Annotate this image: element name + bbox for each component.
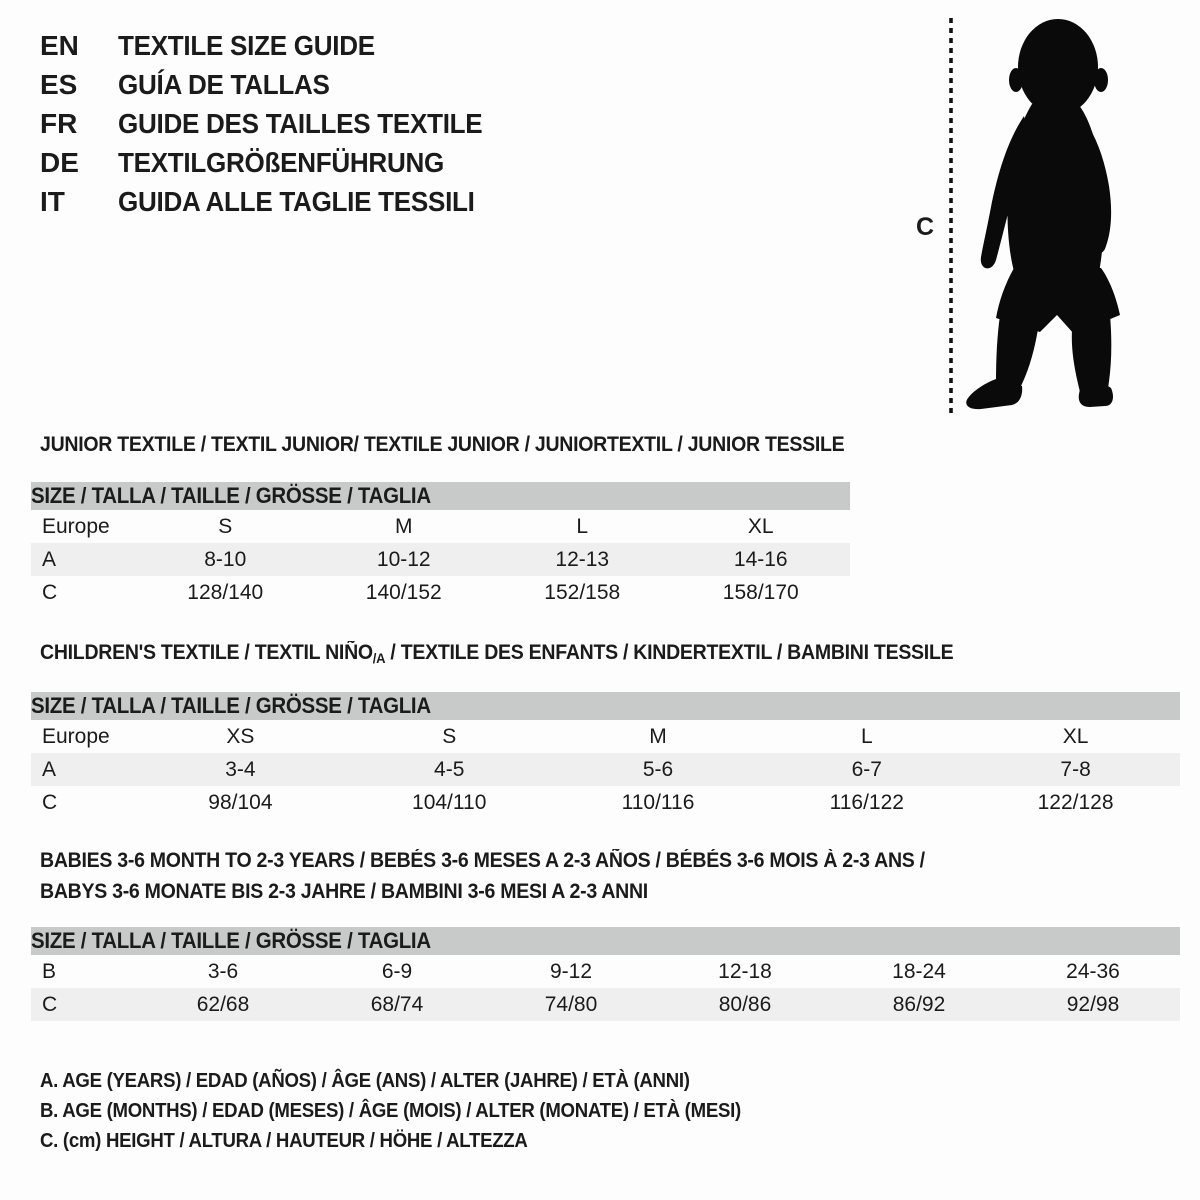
size-cell: L: [860, 724, 873, 748]
table-row-age: [31, 753, 1180, 786]
size-header-bar: [31, 927, 1180, 955]
size-header-row: [31, 692, 1180, 720]
language-code: ES: [40, 69, 78, 100]
row-label: C: [42, 580, 58, 604]
size-cell: 98/104: [208, 790, 273, 814]
children-size-table: [31, 692, 1180, 819]
size-cell: 3-6: [207, 959, 239, 983]
size-cell: 152/158: [544, 580, 621, 604]
size-cell: 122/128: [1037, 790, 1114, 814]
size-cell: XL: [1062, 724, 1089, 748]
size-cell: M: [395, 514, 413, 538]
size-cell: 7-8: [971, 753, 1180, 786]
row-label: A: [31, 753, 136, 786]
language-row-de: [40, 143, 510, 182]
language-label: GUIDA ALLE TAGLIE TESSILI: [118, 186, 475, 217]
size-cell: 6-7: [762, 753, 971, 786]
size-cell: 110/116: [621, 790, 695, 814]
babies-title-line2: BABYS 3-6 MONATE BIS 2-3 JAHRE / BAMBINI 3-6 MESI A 2-3 ANNI: [40, 880, 648, 903]
size-header-text: SIZE / TALLA / TAILLE / GRÖSSE / TAGLIA: [31, 483, 431, 508]
legend-line-b-text: B. AGE (MONTHS) / EDAD (MESES) / ÂGE (MOIS) / ALTER (MONATE) / ETÀ (MESI): [40, 1100, 741, 1122]
language-row-it: [40, 182, 510, 221]
measurement-legend: [40, 1066, 794, 1156]
size-cell: 128/140: [187, 580, 264, 604]
row-label: C: [42, 790, 58, 814]
language-label: TEXTILE SIZE GUIDE: [118, 30, 375, 61]
row-label: A: [31, 543, 136, 576]
size-cell: 5-6: [554, 753, 763, 786]
size-cell: 14-16: [672, 543, 851, 576]
junior-section-title-text: JUNIOR TEXTILE / TEXTIL JUNIOR/ TEXTILE JUNIOR / JUNIORTEXTIL / JUNIOR TESSILE: [40, 433, 845, 456]
table-row-months: [31, 955, 1180, 988]
babies-size-table: [31, 927, 1180, 1021]
children-section-title-text: [40, 641, 953, 665]
size-cell: 62/68: [136, 988, 310, 1021]
baby-silhouette: [958, 12, 1143, 412]
size-cell: 80/86: [658, 988, 832, 1021]
table-row-europe: [31, 510, 850, 543]
size-header-row: [31, 482, 850, 510]
table-row-height: [31, 786, 1180, 819]
size-cell: 92/98: [1006, 988, 1180, 1021]
size-header-bar: [31, 692, 1180, 720]
size-cell: 74/80: [484, 988, 658, 1021]
language-label: GUIDE DES TAILLES TEXTILE: [118, 108, 483, 139]
size-cell: 12-18: [718, 959, 772, 983]
table-row-height: [31, 988, 1180, 1021]
row-label: Europe: [42, 724, 110, 748]
language-label: GUÍA DE TALLAS: [118, 69, 330, 100]
junior-section-title: [40, 433, 905, 457]
row-label: Europe: [42, 514, 110, 538]
junior-size-table: [31, 482, 850, 609]
size-cell: 12-13: [493, 543, 672, 576]
size-cell: 158/170: [722, 580, 799, 604]
size-header-text: SIZE / TALLA / TAILLE / GRÖSSE / TAGLIA: [31, 693, 431, 718]
children-section-title: [40, 641, 1022, 665]
legend-line-a-text: A. AGE (YEARS) / EDAD (AÑOS) / ÂGE (ANS) / ALTER (JAHRE) / ETÀ (ANNI): [40, 1070, 690, 1092]
height-measure-label: C: [916, 213, 935, 241]
size-cell: 68/74: [310, 988, 484, 1021]
size-cell: 10-12: [315, 543, 494, 576]
children-title-post: / TEXTILE DES ENFANTS / KINDERTEXTIL / BAMBINI TESSILE: [385, 641, 954, 664]
legend-line-c: [40, 1126, 794, 1156]
size-cell: XL: [747, 514, 774, 538]
row-label: B: [42, 959, 57, 983]
size-cell: 9-12: [549, 959, 593, 983]
size-cell: 104/110: [412, 790, 487, 814]
height-dashed-line: [946, 14, 956, 418]
language-label: TEXTILGRÖßENFÜHRUNG: [118, 147, 444, 178]
size-cell: S: [442, 724, 457, 748]
size-cell: 18-24: [892, 959, 946, 983]
size-cell: L: [576, 514, 589, 538]
size-header-bar: [31, 482, 850, 510]
language-code: IT: [40, 186, 65, 217]
language-row-en: [40, 26, 510, 65]
language-code: EN: [40, 30, 79, 61]
size-cell: M: [649, 724, 667, 748]
table-row-europe: [31, 720, 1180, 753]
size-cell: 116/122: [829, 790, 904, 814]
babies-title-line1: BABIES 3-6 MONTH TO 2-3 YEARS / BEBÉS 3-6 MESES A 2-3 AÑOS / BÉBÉS 3-6 MOIS À 2-3 ANS /: [40, 849, 925, 872]
babies-section-title: [40, 849, 991, 904]
legend-line-c-text: C. (cm) HEIGHT / ALTURA / HAUTEUR / HÖHE / ALTEZZA: [40, 1130, 528, 1152]
language-code: FR: [40, 108, 78, 139]
language-row-fr: [40, 104, 510, 143]
size-cell: 6-9: [381, 959, 413, 983]
size-cell: S: [218, 514, 233, 538]
size-cell: 24-36: [1066, 959, 1120, 983]
baby-head: [1018, 19, 1098, 115]
table-row-age: [31, 543, 850, 576]
size-header-text: SIZE / TALLA / TAILLE / GRÖSSE / TAGLIA: [31, 928, 431, 953]
language-list: [40, 26, 510, 221]
children-title-pre: CHILDREN'S TEXTILE / TEXTIL NIÑO: [40, 641, 373, 664]
children-title-sub: /A: [372, 650, 386, 666]
size-cell: 8-10: [136, 543, 315, 576]
size-cell: 140/152: [365, 580, 442, 604]
size-cell: 3-4: [136, 753, 345, 786]
legend-line-a: [40, 1066, 794, 1096]
language-row-es: [40, 65, 510, 104]
size-header-row: [31, 927, 1180, 955]
legend-line-b: [40, 1096, 794, 1126]
size-cell: XS: [226, 724, 255, 748]
language-code: DE: [40, 147, 79, 178]
size-cell: 4-5: [345, 753, 554, 786]
size-cell: 86/92: [832, 988, 1006, 1021]
table-row-height: [31, 576, 850, 609]
row-label: C: [31, 988, 136, 1021]
